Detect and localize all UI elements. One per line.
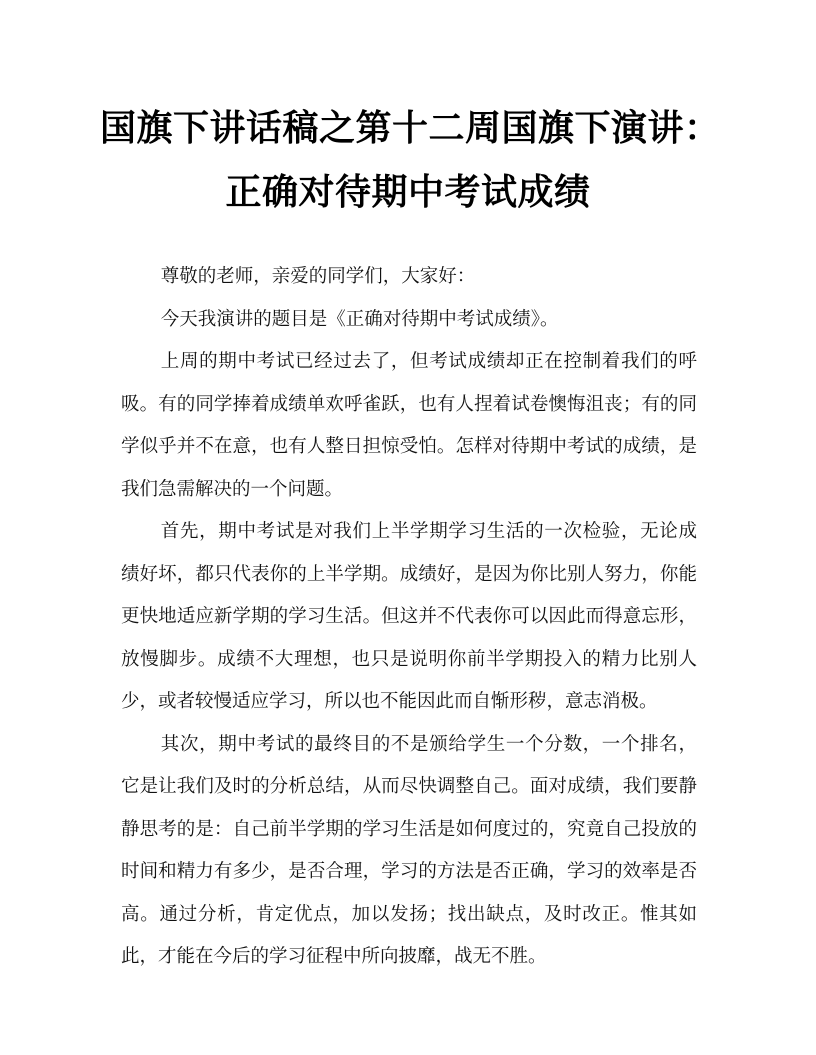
paragraph-intro: 上周的期中考试已经过去了，但考试成绩却正在控制着我们的呼吸。有的同学捧着成绩单欢呼雀跃，也有人捏着试卷懊悔沮丧；有的同学似乎并不在意，也有人整日担惊受怕。怎样对待期中考试的成绩，是我们急需解决的一个问题。 xyxy=(121,351,697,500)
paragraph-first-point: 首先，期中考试是对我们上半学期学习生活的一次检验，无论成绩好坏，都只代表你的上半学期。成绩好，是因为你比别人努力，你能更快地适应新学期的学习生活。但这并不代表你可以因此而得意忘形，放慢脚步。成绩不大理想，也只是说明你前半学期投入的精力比别人少，或者较慢适应学习，所以也不能因此而自惭形秽，意志消极。 xyxy=(121,521,697,712)
document-body xyxy=(121,256,697,979)
paragraph-greeting: 尊敬的老师，亲爱的同学们，大家好： xyxy=(160,266,476,287)
paragraph-topic: 今天我演讲的题目是《正确对待期中考试成绩》。 xyxy=(160,308,559,330)
document-title-line-2: 正确对待期中考试成绩 xyxy=(225,171,591,213)
document-title-line-1: 国旗下讲话稿之第十二周国旗下演讲： xyxy=(100,107,721,149)
paragraph-second-point: 其次，期中考试的最终目的不是颁给学生一个分数，一个排名，它是让我们及时的分析总结，从而尽快调整自己。面对成绩，我们要静静思考的是：自己前半学期的学习生活是如何度过的，究竟自己投放的时间和精力有多少，是否合理，学习的方法是否正确，学习的效率是否高。通过分析，肯定优点，加以发扬；找出缺点，及时改正。惟其如此，才能在今后的学习征程中所向披靡，战无不胜。 xyxy=(121,733,697,967)
